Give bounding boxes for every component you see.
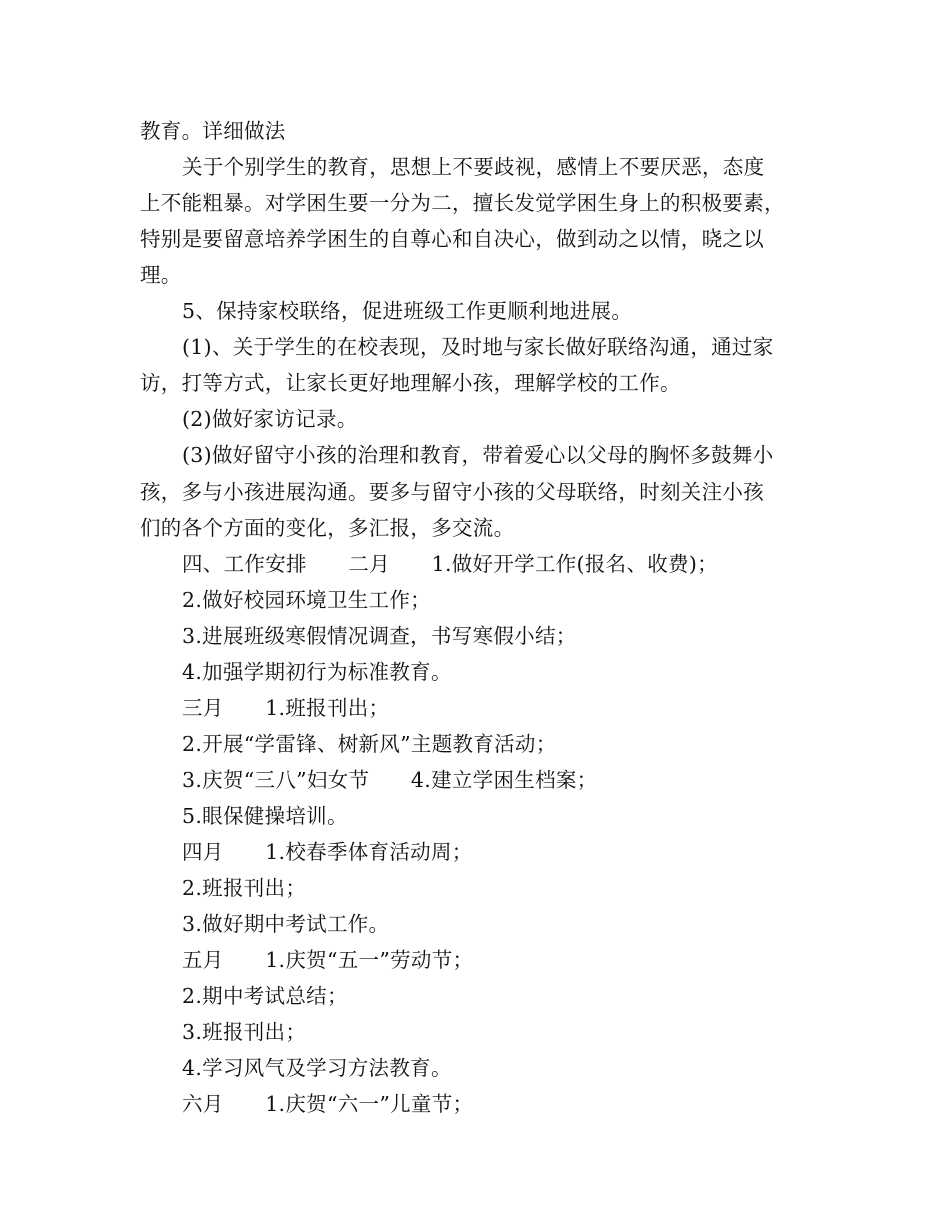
text-line: 四月 1.校春季体育活动周； [182,840,473,864]
text-line: 3.班报刊出； [182,1020,307,1045]
text-line: (3)做好留守小孩的治理和教育，带着爱心以父母的胸怀多鼓舞小 [182,443,774,468]
text-line: 理。 [140,263,182,288]
text-line: 们的各个方面的变化，多汇报，多交流。 [140,515,515,540]
text-line: 4.加强学期初行为标准教育。 [182,659,452,684]
text-line: (2)做好家访记录。 [182,407,358,432]
text-line: 5.眼保健操培训。 [182,803,348,828]
text-line: 四、工作安排 二月 1.做好开学工作(报名、收费)； [182,551,718,576]
text-line: 3.进展班级寒假情况调查，书写寒假小结； [182,623,577,648]
text-line: (1)、关于学生的在校表现，及时地与家长做好联络沟通，通过家 [182,335,774,360]
text-line: 2.班报刊出； [182,876,307,900]
text-line: 3.庆贺“三八”妇女节 4.建立学困生档案； [182,767,598,792]
text-line: 上不能粗暴。对学困生要一分为二，擅长发觉学困生身上的积极要素， [140,191,785,216]
text-line: 5、保持家校联络，促进班级工作更顺利地进展。 [182,299,633,324]
text-line: 2.开展“学雷锋、树新风”主题教育活动； [182,731,557,756]
text-line: 五月 1.庆贺“五一”劳动节； [182,948,474,973]
text-line: 特别是要留意培养学困生的自尊心和自决心，做到动之以情，晓之以 [140,227,764,252]
text-line: 2.期中考试总结； [182,984,348,1009]
text-line: 关于个别学生的教育，思想上不要歧视，感情上不要厌恶，态度 [182,155,765,180]
text-line: 三月 1.班报刊出； [182,695,390,720]
text-line: 2.做好校园环境卫生工作； [182,587,431,612]
text-line: 访，打等方式，让家长更好地理解小孩，理解学校的工作。 [140,371,681,396]
text-line: 4.学习风气及学习方法教育。 [182,1056,452,1081]
text-line: 3.做好期中考试工作。 [182,912,390,937]
text-line: 教育。详细做法 [140,119,286,143]
text-line: 孩，多与小孩进展沟通。要多与留守小孩的父母联络，时刻关注小孩 [140,479,764,504]
text-line: 六月 1.庆贺“六一”儿童节； [182,1092,474,1117]
